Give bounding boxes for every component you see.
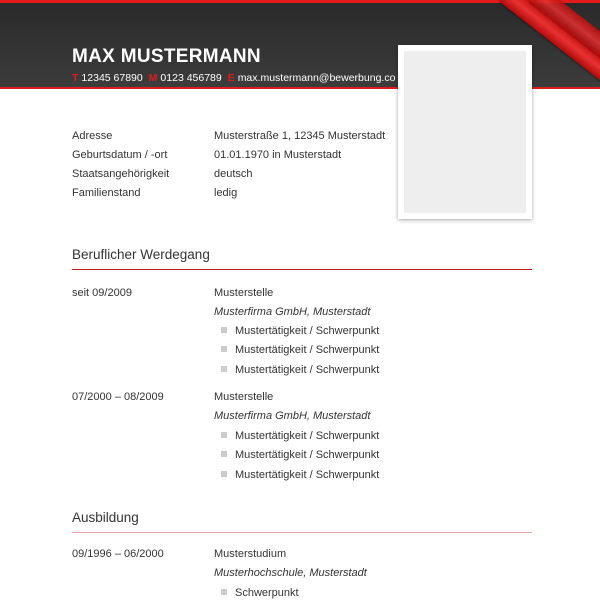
personal-label: Staatsangehörigkeit [72,168,170,180]
career-company: Musterfirma GmbH, Musterstadt [214,306,371,318]
section-divider [72,532,532,533]
bullet-text: Mustertätigkeit / Schwerpunkt [235,364,380,376]
bullet-text: Mustertätigkeit / Schwerpunkt [235,469,380,481]
bullet-text: Mustertätigkeit / Schwerpunkt [235,344,380,356]
list-item [221,325,379,337]
personal-label: Familienstand [72,187,141,199]
career-company: Musterfirma GmbH, Musterstadt [214,410,371,422]
bullet-square-icon [221,471,227,477]
personal-value: Musterstraße 1, 12345 Musterstadt [214,130,386,142]
list-item [221,449,379,461]
personal-value: 01.01.1970 in Musterstadt [214,149,342,161]
section-title-career: Beruflicher Werdegang [72,247,210,262]
list-item [221,430,379,442]
bullet-square-icon [221,327,227,333]
career-date: seit 09/2009 [72,287,132,299]
email-address[interactable]: max.mustermann@bewerbung.co [237,72,396,84]
bullet-text: Schwerpunkt [235,587,299,599]
bullet-text: Mustertätigkeit / Schwerpunkt [235,325,380,337]
list-item [221,344,379,356]
list-item [221,587,299,599]
personal-label: Adresse [72,130,113,142]
contact-line [72,72,398,84]
photo-frame[interactable] [398,45,532,219]
education-title: Musterstudium [214,548,287,560]
career-title: Musterstelle [214,391,274,403]
section-divider [72,269,532,270]
personal-value: deutsch [214,168,253,180]
phone-icon: T [72,72,79,84]
photo-placeholder [404,51,526,213]
person-name: MAX MUSTERMANN [72,46,261,67]
career-title: Musterstelle [214,287,274,299]
list-item [221,469,379,481]
phone-number: 12345 67890 [81,72,143,84]
education-institution: Musterhochschule, Musterstadt [214,567,367,579]
personal-value: ledig [214,187,238,199]
bullet-square-icon [221,346,227,352]
education-date: 09/1996 – 06/2000 [72,548,164,560]
bullet-square-icon [221,589,227,595]
section-title-education: Ausbildung [72,510,139,525]
email-icon: E [227,72,235,84]
mobile-number: 0123 456789 [160,72,222,84]
mobile-icon: M [148,72,158,84]
bullet-text: Mustertätigkeit / Schwerpunkt [235,430,380,442]
bullet-text: Mustertätigkeit / Schwerpunkt [235,449,380,461]
list-item [221,364,379,376]
personal-label: Geburtsdatum / -ort [72,149,168,161]
bullet-square-icon [221,366,227,372]
career-date: 07/2000 – 08/2009 [72,391,164,403]
bullet-square-icon [221,432,227,438]
bullet-square-icon [221,451,227,457]
